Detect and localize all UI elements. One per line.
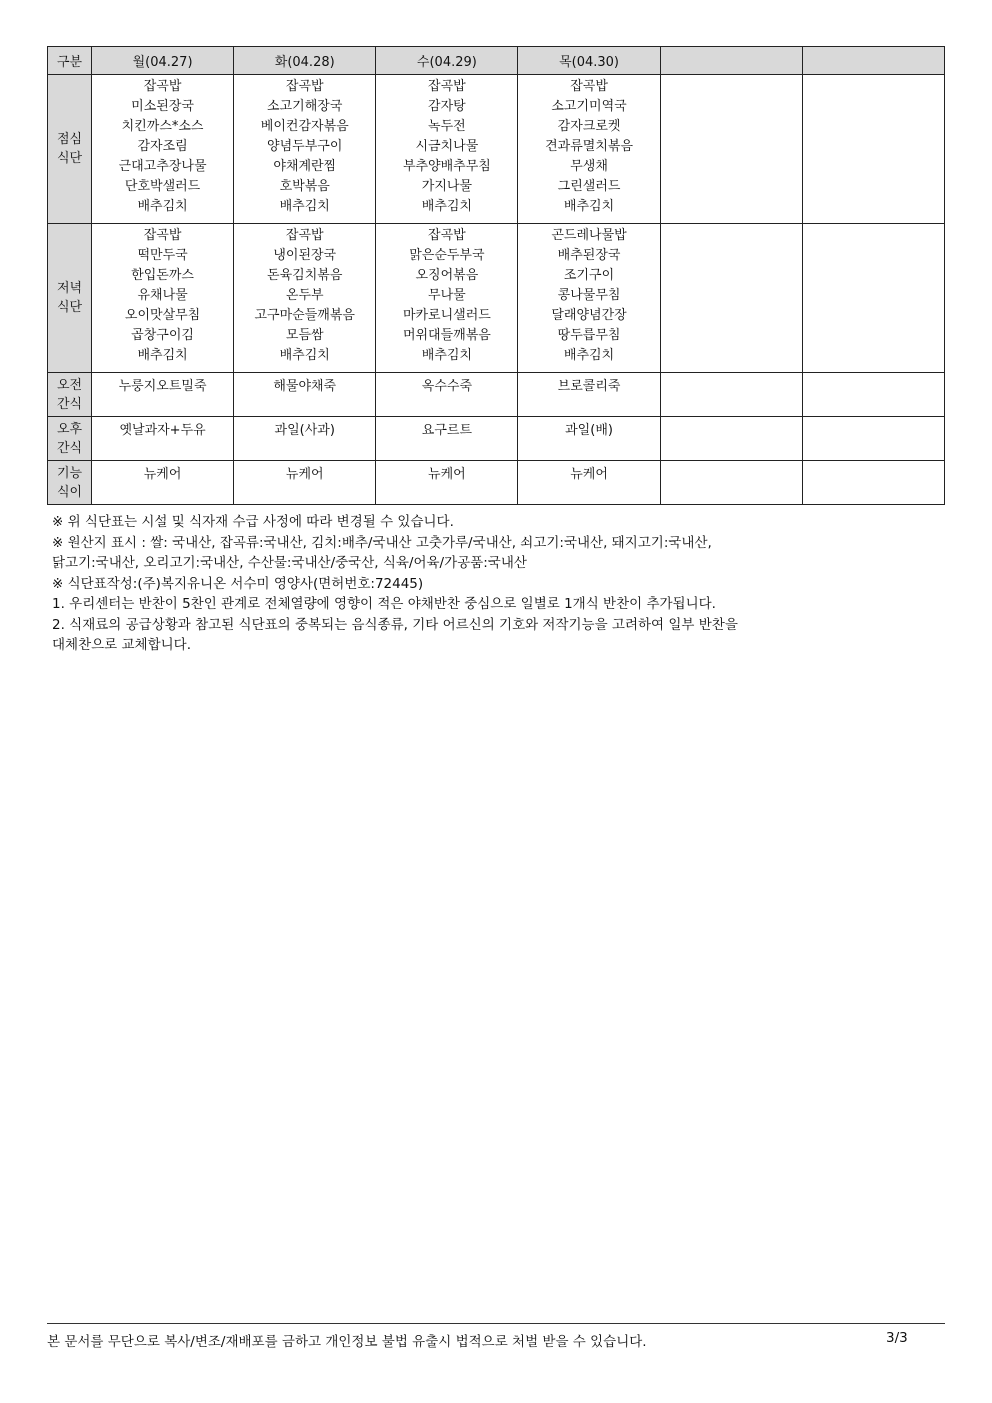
dish-item: 콩나물무침 [557, 288, 621, 303]
dish-item: 옛날과자+두유 [119, 423, 206, 438]
row-label: 오전 간식 [48, 373, 92, 417]
notes-section [52, 512, 932, 656]
dish-item: 곱창구이김 [131, 328, 194, 343]
note-item-1: 1. 우리센터는 반찬이 5찬인 관계로 전체열량에 영향이 적은 야채반찬 중심으로 일별로 1개식 반찬이 추가됩니다. [52, 596, 716, 612]
header-label-cell: 구분 [48, 47, 92, 75]
dish-item: 부추양배추무침 [402, 159, 491, 174]
dish-item: 떡만두국 [137, 248, 188, 263]
dish-item: 베이컨감자볶음 [260, 119, 349, 134]
dish-item: 냉이된장국 [273, 248, 337, 263]
dish-item: 단호박샐러드 [124, 179, 201, 194]
afternoon-snack-row [48, 417, 945, 461]
dish-item: 감자크로켓 [557, 119, 621, 134]
dish-item: 누룽지오트밀죽 [118, 379, 207, 394]
dinner-row [48, 224, 945, 373]
menu-cell [802, 417, 944, 461]
dish-item: 잡곡밥 [143, 79, 182, 94]
row-label: 점심 식단 [48, 75, 92, 224]
dish-item: 한입돈까스 [131, 268, 194, 283]
row-label: 오후 간식 [48, 417, 92, 461]
dish-item: 무생채 [570, 159, 608, 174]
menu-cell [376, 224, 518, 373]
menu-table [47, 46, 945, 505]
menu-cell [518, 461, 660, 505]
menu-cell [234, 417, 376, 461]
morning-snack-row [48, 373, 945, 417]
menu-cell [234, 224, 376, 373]
menu-cell [92, 75, 234, 224]
dish-item: 녹두전 [428, 119, 466, 134]
menu-cell [660, 75, 802, 224]
dish-list [376, 75, 517, 217]
dish-item: 잡곡밥 [570, 79, 608, 94]
dish-item: 온두부 [285, 288, 324, 303]
header-day-thu: 목(04.30) [518, 47, 660, 75]
menu-cell [660, 373, 802, 417]
menu-cell [234, 75, 376, 224]
menu-cell [660, 461, 802, 505]
dish-item: 마카로니샐러드 [402, 308, 491, 323]
dish-item: 근대고추장나물 [118, 159, 207, 174]
menu-cell [376, 461, 518, 505]
header-empty-1 [660, 47, 802, 75]
page-number: 3/3 [886, 1330, 908, 1346]
dish-item: 호박볶음 [279, 179, 330, 194]
dish-item: 고구마순들깨볶음 [254, 308, 355, 323]
dish-item: 배추된장국 [557, 248, 621, 263]
dish-item: 배추김치 [137, 199, 188, 214]
dish-item: 조기구이 [563, 268, 615, 283]
dish-item: 잡곡밥 [428, 79, 466, 94]
dish-item: 땅두릅무침 [557, 328, 621, 343]
lunch-row [48, 75, 945, 224]
row-label: 저녁 식단 [48, 224, 92, 373]
header-empty-2 [802, 47, 944, 75]
row-label: 기능 식이 [48, 461, 92, 505]
dish-item: 가지나물 [421, 179, 472, 194]
dish-item: 오징어볶음 [415, 268, 479, 283]
dish-item: 무나물 [428, 288, 466, 303]
dish-item: 배추김치 [421, 199, 472, 214]
dish-item: 뉴케어 [285, 467, 324, 482]
menu-cell [234, 461, 376, 505]
dish-list [376, 224, 517, 366]
dish-item: 곤드레나물밥 [551, 228, 627, 243]
dish-item: 모듬쌈 [285, 328, 324, 343]
menu-cell [802, 373, 944, 417]
dish-item: 오이맛살무침 [124, 308, 201, 323]
dish-item: 배추김치 [563, 348, 615, 363]
dish-item: 머위대들깨볶음 [402, 328, 491, 343]
dish-item: 배추김치 [563, 199, 615, 214]
dish-item: 과일(사과) [274, 423, 335, 438]
menu-cell [92, 373, 234, 417]
dish-item: 시금치나물 [415, 139, 479, 154]
note-origin-line-1: ※ 원산지 표시 : 쌀: 국내산, 잡곡류:국내산, 김치:배추/국내산 고춧가루/국내산, 쇠고기:국내산, 돼지고기:국내산, [52, 534, 712, 551]
menu-cell [92, 417, 234, 461]
dish-item: 뉴케어 [143, 467, 182, 482]
dish-item: 요구르트 [421, 423, 472, 438]
note-dietitian: ※ 식단표작성:(주)복지유니온 서수미 영양사(면허번호:72445) [52, 575, 424, 592]
dish-list [518, 224, 659, 366]
header-row [48, 47, 945, 75]
dish-item: 잡곡밥 [285, 228, 324, 243]
menu-cell [518, 224, 660, 373]
note-item-2-cont: 대체찬으로 교체합니다. [52, 637, 191, 653]
header-day-mon: 월(04.27) [92, 47, 234, 75]
note-origin-line-2: 닭고기:국내산, 오리고기:국내산, 수산물:국내산/중국산, 식육/어육/가공품:국내산 [52, 555, 527, 571]
dish-list [92, 75, 233, 217]
dish-item: 소고기해장국 [267, 99, 343, 114]
dish-item: 뉴케어 [428, 467, 466, 482]
menu-cell [518, 373, 660, 417]
dish-list [234, 75, 375, 217]
menu-cell [802, 75, 944, 224]
note-change-notice: ※ 위 식단표는 시설 및 식자재 수급 사정에 따라 변경될 수 있습니다. [52, 514, 454, 530]
footer-divider [47, 1323, 945, 1324]
menu-cell [92, 224, 234, 373]
dish-item: 소고기미역국 [551, 99, 627, 114]
dish-item: 양념두부구이 [267, 139, 343, 154]
menu-cell [92, 461, 234, 505]
dish-item: 돈육김치볶음 [267, 268, 343, 283]
special-diet-row [48, 461, 945, 505]
dish-item: 감자탕 [428, 99, 466, 114]
dish-item: 브로콜리죽 [557, 379, 621, 394]
menu-cell [376, 75, 518, 224]
dish-item: 배추김치 [279, 199, 330, 214]
note-item-2: 2. 식재료의 공급상황과 참고된 식단표의 중복되는 음식종류, 기타 어르신의 기호와 저작기능을 고려하여 일부 반찬을 [52, 616, 738, 633]
dish-list [234, 224, 375, 366]
dish-item: 옥수수죽 [421, 379, 472, 394]
menu-cell [518, 417, 660, 461]
dish-item: 유채나물 [137, 288, 188, 303]
menu-cell [518, 75, 660, 224]
dish-item: 치킨까스*소스 [121, 119, 204, 134]
dish-item: 잡곡밥 [428, 228, 466, 243]
dish-item: 배추김치 [421, 348, 472, 363]
menu-cell [802, 461, 944, 505]
dish-item: 과일(배) [565, 423, 613, 438]
menu-cell [376, 373, 518, 417]
dish-item: 달래양념간장 [551, 308, 627, 323]
menu-cell [802, 224, 944, 373]
dish-item: 잡곡밥 [285, 79, 324, 94]
dish-item: 해물야채죽 [273, 379, 337, 394]
dish-item: 그린샐러드 [557, 179, 621, 194]
dish-item: 야채계란찜 [273, 159, 337, 174]
dish-list [518, 75, 659, 217]
menu-cell [660, 417, 802, 461]
dish-item: 미소된장국 [131, 99, 194, 114]
header-day-tue: 화(04.28) [234, 47, 376, 75]
dish-item: 견과류멸치볶음 [545, 139, 633, 154]
dish-item: 뉴케어 [570, 467, 608, 482]
dish-item: 감자조림 [137, 139, 188, 154]
dish-item: 배추김치 [137, 348, 188, 363]
menu-cell [376, 417, 518, 461]
dish-list [92, 224, 233, 366]
menu-cell [660, 224, 802, 373]
footer-disclaimer: 본 문서를 무단으로 복사/변조/재배포를 금하고 개인정보 불법 유출시 법적으로 처벌 받을 수 있습니다. [47, 1334, 647, 1350]
dish-item: 배추김치 [279, 348, 330, 363]
dish-item: 잡곡밥 [143, 228, 182, 243]
header-day-wed: 수(04.29) [376, 47, 518, 75]
menu-cell [234, 373, 376, 417]
dish-item: 맑은순두부국 [409, 248, 485, 263]
